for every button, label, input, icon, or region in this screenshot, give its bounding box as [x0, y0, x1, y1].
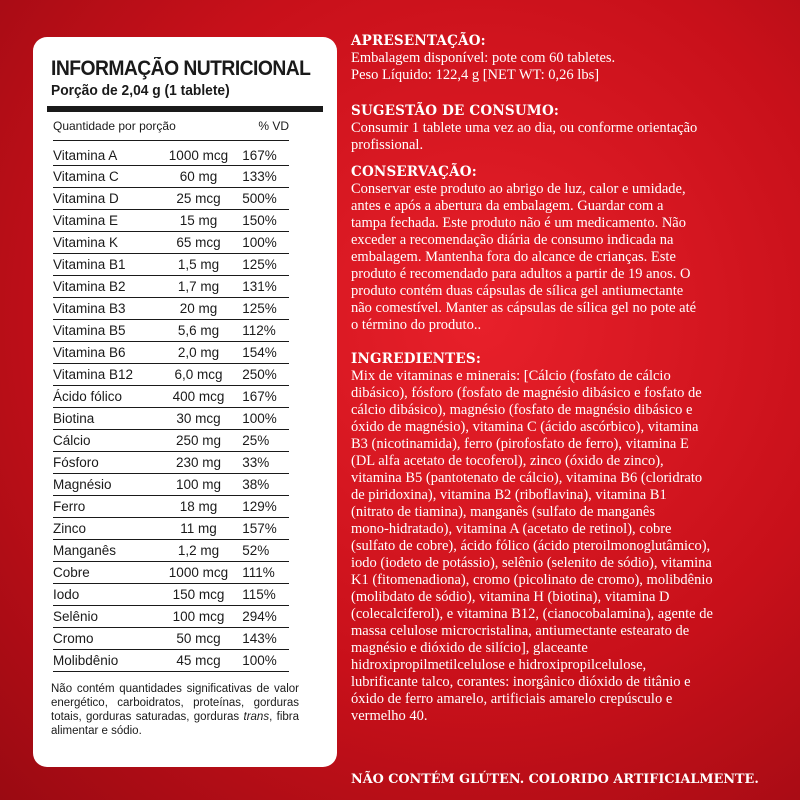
nutrient-name: Molibdênio — [53, 650, 155, 672]
nutrient-vd: 167% — [242, 386, 289, 408]
nutrient-vd: 100% — [242, 650, 289, 672]
table-row — [53, 364, 289, 386]
section-heading: APRESENTAÇÃO: — [351, 33, 486, 49]
nutrition-table-body — [53, 141, 289, 672]
text-line: (DL alfa acetato de tocoferol), zinco (óxido de zinco), — [351, 453, 664, 469]
nutrient-amount: 1000 mcg — [155, 141, 242, 166]
nutrient-amount: 2,0 mg — [155, 342, 242, 364]
text-line: Mix de vitaminas e minerais: [Cálcio (fosfato de cálcio — [351, 368, 671, 384]
nutrient-vd: 125% — [242, 298, 289, 320]
table-row — [53, 606, 289, 628]
table-row — [53, 496, 289, 518]
text-line: não comestível. Manter as cápsulas de sílica gel no pote até — [351, 300, 697, 316]
nutrient-vd: 125% — [242, 254, 289, 276]
table-row — [53, 166, 289, 188]
text-line: cálcio dibásico), magnésio (fosfato de magnésio dibásico e — [351, 402, 693, 418]
section-body — [351, 50, 781, 84]
text-line: (nitrato de tiamina), manganês (sulfato de manganês — [351, 504, 655, 520]
text-line: dibásico), fósforo (fosfato de magnésio dibásico e fosfato de — [351, 385, 702, 401]
nutrient-amount: 20 mg — [155, 298, 242, 320]
text-line: exceder a recomendação diária de consumo indicada na — [351, 232, 674, 248]
nutrient-name: Magnésio — [53, 474, 155, 496]
nutrient-vd: 115% — [242, 584, 289, 606]
text-line: (sulfato de cobre), ácido fólico (ácido pteroilmonoglutâmico), — [351, 538, 711, 554]
nutrient-name: Vitamina E — [53, 210, 155, 232]
text-line: produto contém duas cápsulas de sílica gel antiumectante — [351, 283, 684, 299]
nutrient-vd: 129% — [242, 496, 289, 518]
text-line: mono-hidratado), vitamina A (acetato de retinol), cobre — [351, 521, 672, 537]
nutrient-amount: 100 mg — [155, 474, 242, 496]
nutrient-vd: 150% — [242, 210, 289, 232]
nutrient-amount: 250 mg — [155, 430, 242, 452]
text-line: óxido de magnésio), vitamina C (ácido ascórbico), vitamina — [351, 419, 699, 435]
nutrition-footnote — [51, 682, 299, 738]
nutrient-vd: 111% — [242, 562, 289, 584]
footnote-italic: trans — [243, 711, 270, 723]
nutrient-vd: 250% — [242, 364, 289, 386]
text-line: óxido de ferro amarelo, artificiais amarelo crepúsculo e — [351, 691, 673, 707]
header-quantity: Quantidade por porção — [53, 112, 242, 141]
nutrient-amount: 1,2 mg — [155, 540, 242, 562]
nutrient-name: Vitamina B2 — [53, 276, 155, 298]
nutrient-name: Vitamina B3 — [53, 298, 155, 320]
table-row — [53, 474, 289, 496]
nutrient-amount: 30 mcg — [155, 408, 242, 430]
nutrition-title: INFORMAÇÃO NUTRICIONAL — [51, 57, 311, 80]
nutrient-vd: 100% — [242, 408, 289, 430]
nutrient-name: Vitamina K — [53, 232, 155, 254]
text-line: o término do produto.. — [351, 317, 482, 333]
section-heading: SUGESTÃO DE CONSUMO: — [351, 103, 560, 119]
footnote-text: Não contém quantidades significativas de valor energético, carboidratos, proteínas, gorduras totais, gorduras saturadas, gorduras — [51, 683, 299, 723]
nutrient-amount: 150 mcg — [155, 584, 242, 606]
nutrient-vd: 294% — [242, 606, 289, 628]
table-row — [53, 141, 289, 166]
nutrient-name: Cromo — [53, 628, 155, 650]
nutrient-amount: 1000 mcg — [155, 562, 242, 584]
nutrient-name: Iodo — [53, 584, 155, 606]
nutrient-vd: 157% — [242, 518, 289, 540]
text-line: B3 (nicotinamida), ferro (pirofosfato de ferro), vitamina E — [351, 436, 689, 452]
nutrient-amount: 45 mcg — [155, 650, 242, 672]
nutrient-amount: 5,6 mg — [155, 320, 242, 342]
allergen-notice: NÃO CONTÉM GLÚTEN. COLORIDO ARTIFICIALMENTE. — [351, 772, 759, 787]
nutrient-name: Biotina — [53, 408, 155, 430]
nutrient-amount: 50 mcg — [155, 628, 242, 650]
text-line: de piridoxina), vitamina B2 (riboflavina), vitamina B1 — [351, 487, 667, 503]
section-conservacao — [351, 164, 781, 334]
table-row — [53, 342, 289, 364]
text-line: Consumir 1 tablete uma vez ao dia, ou conforme orientação — [351, 120, 698, 136]
nutrient-vd: 167% — [242, 141, 289, 166]
text-line: massa celulose microcristalina, antiumectante estearato de — [351, 623, 690, 639]
table-row — [53, 540, 289, 562]
text-line: lubrificante talco, corantes: inorgânico dióxido de titânio e — [351, 674, 691, 690]
table-row — [53, 584, 289, 606]
table-row — [53, 430, 289, 452]
nutrient-name: Vitamina B1 — [53, 254, 155, 276]
nutrient-name: Zinco — [53, 518, 155, 540]
footnote-text-end: , fibra alimentar e sódio. — [51, 711, 299, 737]
table-row — [53, 562, 289, 584]
section-heading: CONSERVAÇÃO: — [351, 164, 477, 180]
nutrient-amount: 11 mg — [155, 518, 242, 540]
text-line: tampa fechada. Este produto não é um medicamento. Não — [351, 215, 686, 231]
nutrient-amount: 230 mg — [155, 452, 242, 474]
nutrient-name: Cobre — [53, 562, 155, 584]
nutrient-amount: 400 mcg — [155, 386, 242, 408]
nutrient-name: Ácido fólico — [53, 386, 155, 408]
table-row — [53, 298, 289, 320]
table-row — [53, 408, 289, 430]
table-row — [53, 188, 289, 210]
text-line: hidroxipropilmetilcelulose e hidroxipropilcelulose, — [351, 657, 647, 673]
nutrient-vd: 33% — [242, 452, 289, 474]
nutrient-name: Vitamina D — [53, 188, 155, 210]
nutrient-name: Vitamina B12 — [53, 364, 155, 386]
nutrient-vd: 133% — [242, 166, 289, 188]
nutrient-vd: 143% — [242, 628, 289, 650]
nutrient-amount: 18 mg — [155, 496, 242, 518]
nutrition-facts-panel — [33, 37, 337, 767]
table-row — [53, 320, 289, 342]
section-sugestao — [351, 103, 781, 154]
table-header-row — [53, 112, 289, 141]
text-line: profissional. — [351, 137, 424, 153]
text-line: antes e após a abertura da embalagem. Guardar com a — [351, 198, 664, 214]
nutrient-amount: 25 mcg — [155, 188, 242, 210]
table-row — [53, 232, 289, 254]
nutrient-vd: 500% — [242, 188, 289, 210]
nutrient-vd: 112% — [242, 320, 289, 342]
section-body — [351, 368, 781, 725]
text-line: vitamina B5 (pantotenato de cálcio), vitamina B6 (cloridrato — [351, 470, 703, 486]
nutrient-vd: 100% — [242, 232, 289, 254]
nutrient-name: Vitamina B5 — [53, 320, 155, 342]
nutrient-name: Vitamina A — [53, 141, 155, 166]
text-line: Conservar este produto ao abrigo de luz, calor e umidade, — [351, 181, 686, 197]
table-row — [53, 518, 289, 540]
nutrient-amount: 15 mg — [155, 210, 242, 232]
section-ingredientes — [351, 351, 781, 725]
product-info-column — [351, 33, 781, 788]
text-line: embalagem. Mantenha fora do alcance de crianças. Este — [351, 249, 676, 265]
text-line: (colecalciferol), e vitamina B12, (cianocobalamina), agente de — [351, 606, 713, 622]
text-line: Embalagem disponível: pote com 60 tabletes. — [351, 50, 616, 66]
text-line: Peso Líquido: 122,4 g [NET WT: 0,26 lbs] — [351, 67, 600, 83]
section-apresentacao — [351, 33, 781, 84]
nutrient-vd: 25% — [242, 430, 289, 452]
table-row — [53, 386, 289, 408]
nutrient-vd: 154% — [242, 342, 289, 364]
nutrient-amount: 6,0 mcg — [155, 364, 242, 386]
table-row — [53, 650, 289, 672]
text-line: vermelho 40. — [351, 708, 428, 724]
table-row — [53, 452, 289, 474]
text-line: produto é recomendado para adultos a partir de 19 anos. O — [351, 266, 691, 282]
table-row — [53, 276, 289, 298]
nutrient-name: Manganês — [53, 540, 155, 562]
header-vd: % VD — [242, 112, 289, 141]
section-body — [351, 181, 781, 334]
nutrition-table — [53, 112, 289, 672]
nutrient-amount: 60 mg — [155, 166, 242, 188]
nutrient-name: Vitamina B6 — [53, 342, 155, 364]
nutrient-amount: 1,5 mg — [155, 254, 242, 276]
nutrient-amount: 1,7 mg — [155, 276, 242, 298]
table-row — [53, 254, 289, 276]
nutrient-vd: 131% — [242, 276, 289, 298]
nutrient-name: Ferro — [53, 496, 155, 518]
nutrient-vd: 38% — [242, 474, 289, 496]
serving-size: Porção de 2,04 g (1 tablete) — [51, 82, 230, 99]
nutrient-name: Vitamina C — [53, 166, 155, 188]
nutrient-vd: 52% — [242, 540, 289, 562]
text-line: K1 (fitomenadiona), cromo (picolinato de cromo), molibdênio — [351, 572, 713, 588]
text-line: iodo (iodeto de potássio), selênio (selenito de sódio), vitamina — [351, 555, 712, 571]
text-line: (molibdato de sódio), vitamina H (biotina), vitamina D — [351, 589, 670, 605]
nutrient-name: Cálcio — [53, 430, 155, 452]
nutrient-name: Selênio — [53, 606, 155, 628]
text-line: magnésio e dióxido de silício], glaceante — [351, 640, 588, 656]
nutrient-amount: 100 mcg — [155, 606, 242, 628]
section-heading: INGREDIENTES: — [351, 351, 482, 367]
table-row — [53, 628, 289, 650]
nutrient-name: Fósforo — [53, 452, 155, 474]
table-row — [53, 210, 289, 232]
nutrient-amount: 65 mcg — [155, 232, 242, 254]
section-body — [351, 120, 781, 154]
